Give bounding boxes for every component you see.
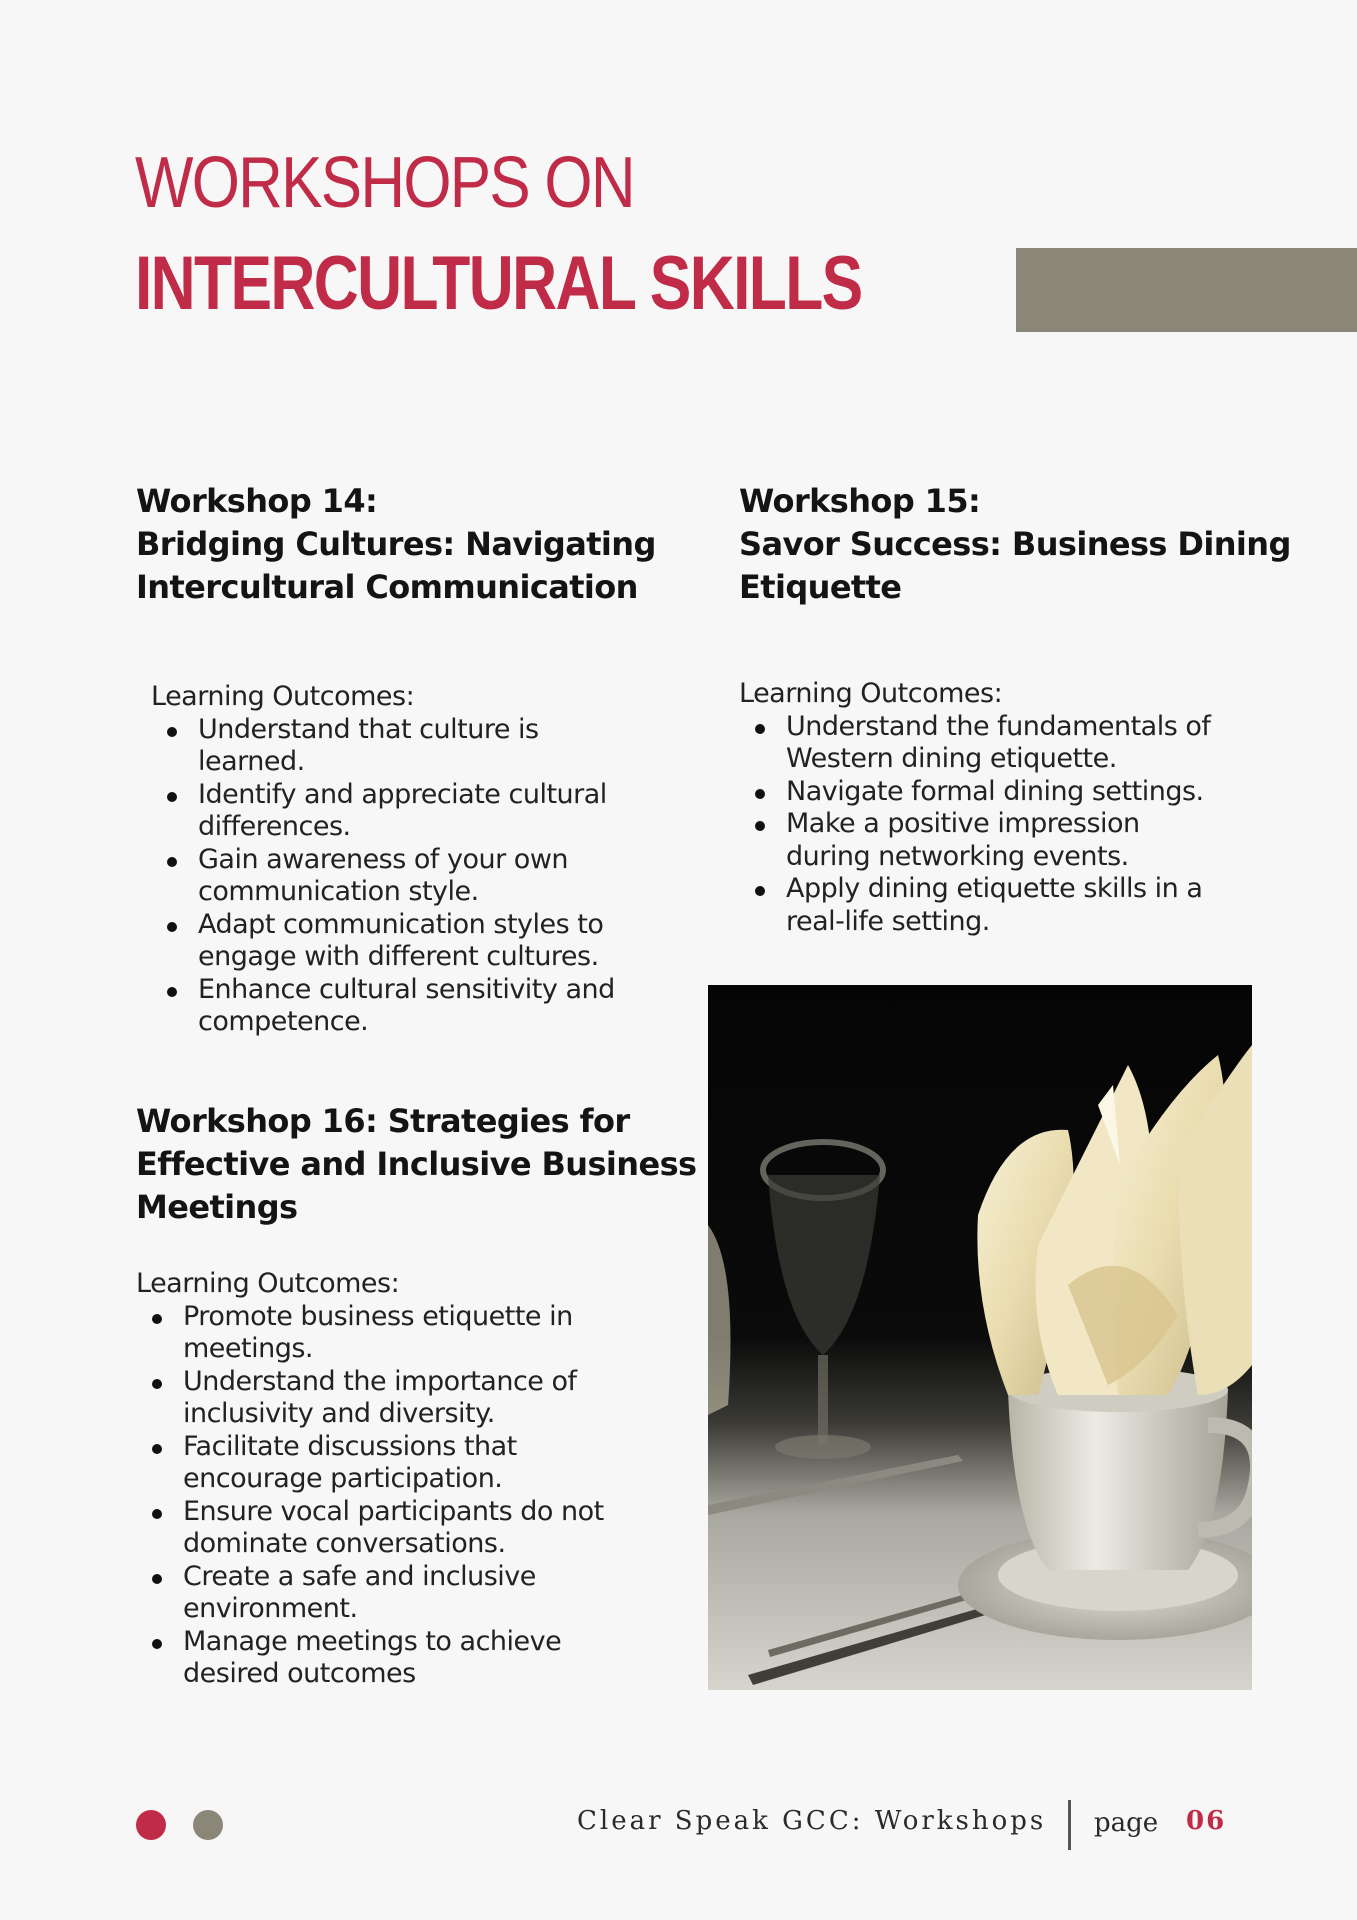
workshop-16-heading [136,1100,696,1229]
workshop-16-outcomes [136,1268,636,1691]
list-item: Navigate formal dining settings. [786,776,1219,809]
page-title-line2: INTERCULTURAL SKILLS [135,241,862,326]
list-item: Identify and appreciate cultural differences. [198,779,621,844]
workshop-14-number: Workshop 14: [136,482,378,520]
footer-dot-red [136,1810,166,1840]
list-item: Make a positive impression during networking events. [786,808,1219,873]
footer-divider [1068,1800,1071,1850]
list-item: Manage meetings to achieve desired outcomes [183,1626,636,1691]
page-title-line1: WORKSHOPS ON [135,143,634,223]
workshop-16-title-line1: Workshop 16: Strategies for [136,1102,630,1140]
footer-page-label: page [1094,1808,1159,1838]
workshop-14-outcome-list [151,714,621,1039]
footer-dot-grey [193,1810,223,1840]
workshop-14-title-line2: Intercultural Communication [136,568,638,606]
workshop-15-title-line1: Savor Success: Business Dining [739,525,1291,563]
workshop-15-outcome-list [739,711,1219,939]
workshop-16-title-line2: Effective and Inclusive Business [136,1145,697,1183]
list-item: Adapt communication styles to engage with different cultures. [198,909,621,974]
dining-table-photo [708,985,1252,1690]
list-item: Ensure vocal participants do not dominate conversations. [183,1496,636,1561]
list-item: Understand the fundamentals of Western dining etiquette. [786,711,1219,776]
workshop-15-outcomes [739,678,1219,938]
list-item: Apply dining etiquette skills in a real-life setting. [786,873,1219,938]
list-item: Create a safe and inclusive environment. [183,1561,636,1626]
workshop-16-title-line3: Meetings [136,1188,298,1226]
workshop-15-title-line2: Etiquette [739,568,902,606]
workshop-15-number: Workshop 15: [739,482,981,520]
workshop-15-heading [739,480,1291,609]
footer-title: Clear Speak GCC: Workshops [577,1806,1047,1836]
header-accent-bar [1016,248,1357,332]
footer-page-number: 06 [1186,1806,1227,1836]
list-item: Understand that culture is learned. [198,714,621,779]
list-item: Enhance cultural sensitivity and competence. [198,974,621,1039]
list-item: Promote business etiquette in meetings. [183,1301,636,1366]
workshop-14-heading [136,480,656,609]
workshop-16-outcomes-label: Learning Outcomes: [136,1268,400,1299]
list-item: Understand the importance of inclusivity and diversity. [183,1366,636,1431]
workshop-14-outcomes [151,681,621,1039]
workshop-14-outcomes-label: Learning Outcomes: [151,681,415,712]
list-item: Gain awareness of your own communication style. [198,844,621,909]
list-item: Facilitate discussions that encourage participation. [183,1431,636,1496]
workshop-16-outcome-list [136,1301,636,1691]
workshop-15-outcomes-label: Learning Outcomes: [739,678,1003,709]
workshop-14-title-line1: Bridging Cultures: Navigating [136,525,656,563]
